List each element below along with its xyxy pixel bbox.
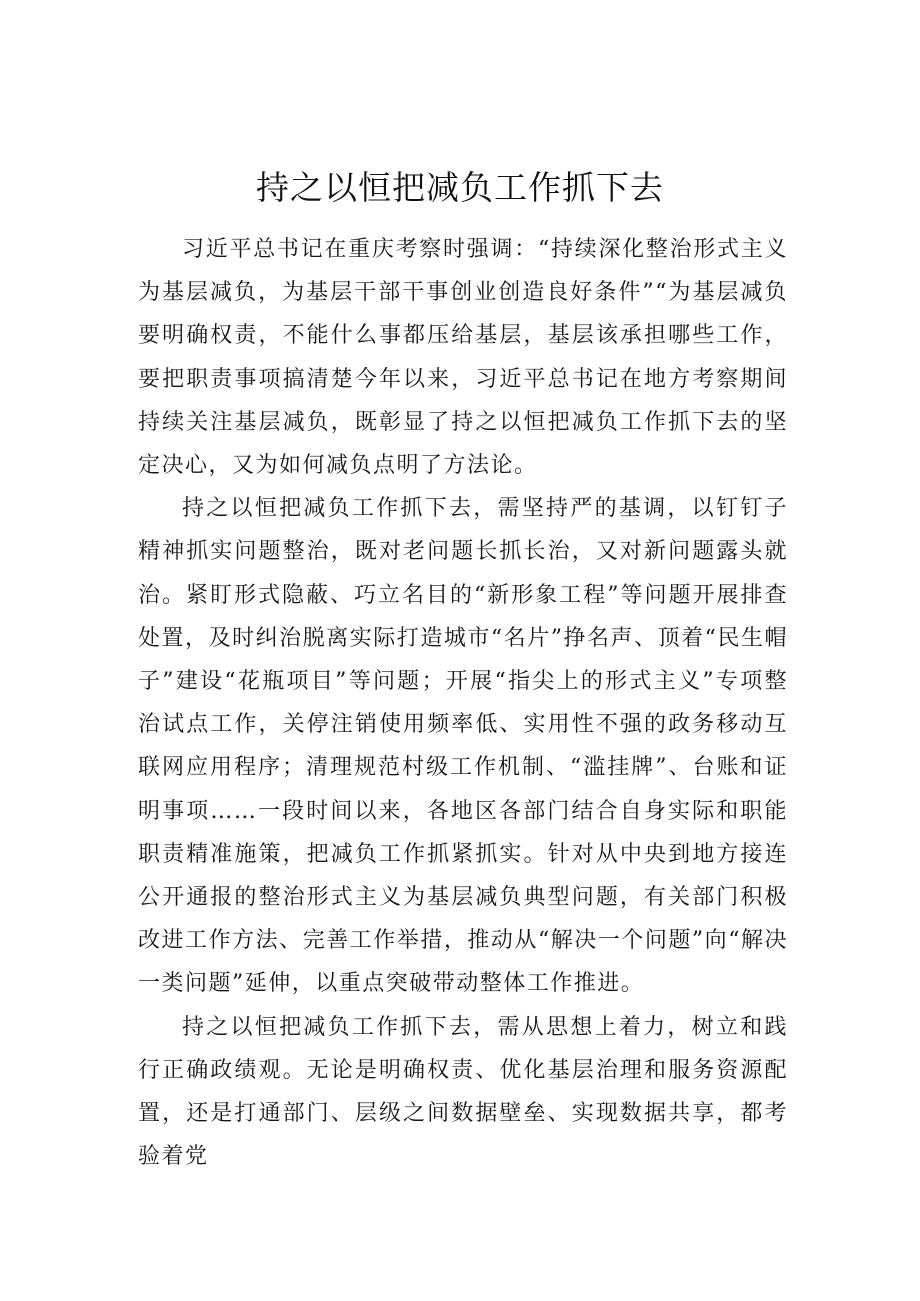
paragraph-3: 持之以恒把减负工作抓下去，需从思想上着力，树立和践行正确政绩观。无论是明确权责、优化基层治理和服务资源配置，还是打通部门、层级之间数据壁垒、实现数据共享，都考验着党 (138, 1014, 788, 1170)
document-body (138, 228, 788, 1178)
paragraph-2: 持之以恒把减负工作抓下去，需坚持严的基调，以钉钉子精神抓实问题整治，既对老问题长抓长治，又对新问题露头就治。紧盯形式隐蔽、巧立名目的“新形象工程”等问题开展排查处置，及时纠治脱离实际打造城市“名片”挣名声、顶着“民生帽子”建设“花瓶项目”等问题；开展“指尖上的形式主义”专项整治试点工作，关停注销使用频率低、实用性不强的政务移动互联网应用程序；清理规范村级工作机制、“滥挂牌”、台账和证明事项……一段时间以来，各地区各部门结合自身实际和职能职责精准施策，把减负工作抓紧抓实。针对从中央到地方接连公开通报的整治形式主义为基层减负典型问题，有关部门积极改进工作方法、完善工作举措，推动从“解决一个问题”向“解决一类问题”延伸，以重点突破带动整体工作推进。 (138, 496, 788, 997)
paragraph-1: 习近平总书记在重庆考察时强调：“持续深化整治形式主义为基层减负，为基层干部干事创业创造良好条件”“为基层减负要明确权责，不能什么事都压给基层，基层该承担哪些工作，要把职责事项搞清楚今年以来，习近平总书记在地方考察期间持续关注基层减负，既彰显了持之以恒把减负工作抓下去的坚定决心，又为如何减负点明了方法论。 (138, 237, 788, 479)
document-title: 持之以恒把减负工作抓下去 (256, 168, 664, 207)
